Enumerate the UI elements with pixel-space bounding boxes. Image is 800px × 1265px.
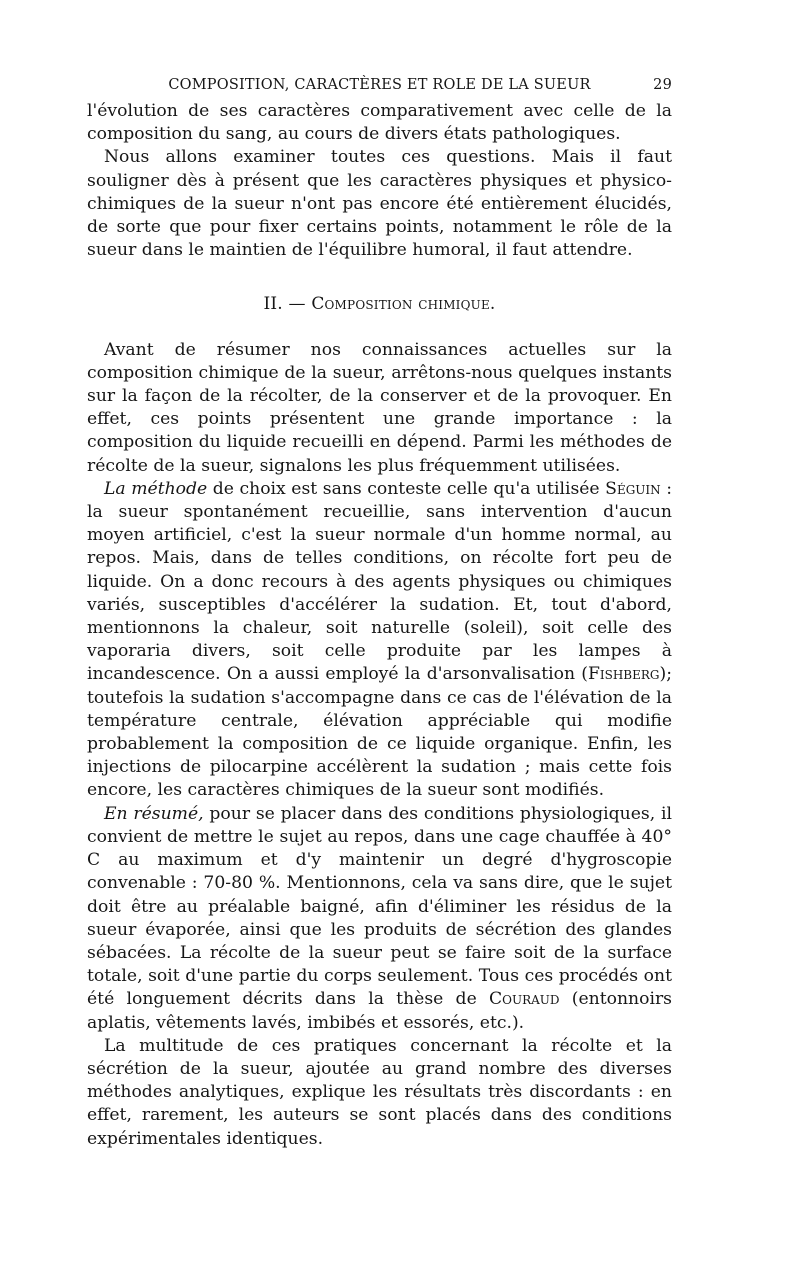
page-number: 29	[653, 77, 672, 93]
summary-text-b: (entonnoirs aplatis, vêtements lavés, imbibés et essorés, etc.).	[87, 989, 672, 1033]
running-header	[87, 74, 672, 100]
summary-text-a: pour se placer dans des conditions physiologiques, il convient de mettre le sujet au repos, dans une cage chauffée à 40° C au maximum et d'y maintenir un degré d'hygroscopie convenable : 70-80 %. Mentionnons, cela va sans dire, que le sujet doit être au préalable baigné, afin d'éliminer les résidus de la sueur évaporée, ainsi que les produits de sécrétion des glandes sébacées. La récolte de la sueur peut se faire soit de la surface totale, soit d'une partie du corps seulement. Tous ces procédés ont été longuement décrits dans la thèse de	[87, 803, 672, 1010]
document-page	[87, 74, 672, 1151]
paragraph-method	[87, 478, 672, 803]
paragraph-summary	[87, 803, 672, 1035]
body-text	[87, 100, 672, 1151]
section-title: Composition chimique.	[311, 294, 496, 315]
paragraph-before-summary: Avant de résumer nos connaissances actuelles sur la composition chimique de la sueur, arrêtons-nous quelques instants sur la façon de la récolter, de la conserver et de la provoquer. En effet, ces points présentent une grande importance : la composition du liquide recueilli en dépend. Parmi les méthodes de récolte de la sueur, signalons les plus fréquemment utilisées.	[87, 339, 672, 476]
running-title: COMPOSITION, CARACTÈRES ET ROLE DE LA SUEUR	[168, 77, 591, 93]
paragraph-conclusion: La multitude de ces pratiques concernant la récolte et la sécrétion de la sueur, ajoutée au grand nombre des diverses méthodes analytiques, explique les résultats très discordants : en effet, rarement, les auteurs se sont placés dans des conditions expérimentales identiques.	[87, 1035, 672, 1149]
section-number: II. —	[263, 294, 306, 315]
author-couraud: Couraud	[488, 989, 560, 1010]
method-text-b: : la sueur spontanément recueillie, sans intervention d'aucun moyen artificiel, c'est la sueur normale d'un homme normal, au repos. Mais, dans de telles conditions, on récolte fort peu de liquide. On a donc recours à des agents physiques ou chimiques variés, susceptibles d'accélérer la sudation. Et, tout d'abord, mentionnons la chaleur, soit naturelle (soleil), soit celle des vaporaria divers, soit celle produite par les lampes à incandescence. On a aussi employé la d'arsonvalisation (	[87, 478, 673, 685]
paragraph-continuation: l'évolution de ses caractères comparativement avec celle de la composition du sang, au cours de divers états pathologiques.	[87, 101, 672, 145]
author-fishberg: Fishberg	[587, 664, 660, 685]
emphasis-summary: En résumé,	[104, 803, 204, 824]
method-text-a: de choix est sans conteste celle qu'a utilisée	[207, 478, 606, 499]
section-heading	[87, 293, 672, 316]
method-text-c: ); toutefois la sudation s'accompagne dans ce cas de l'élévation de la température centrale, élévation appréciable qui modifie probablement la composition de ce liquide organique. Enfin, les injections de pilocarpine accélèrent la sudation ; mais cette fois encore, les caractères chimiques de la sueur sont modifiés.	[87, 664, 672, 801]
paragraph-questions: Nous allons examiner toutes ces questions. Mais il faut souligner dès à présent que les caractères physiques et physico-chimiques de la sueur n'ont pas encore été entièrement élucidés, de sorte que pour fixer certains points, notamment le rôle de la sueur dans le maintien de l'équilibre humoral, il faut attendre.	[87, 147, 672, 261]
author-seguin: Séguin	[605, 478, 661, 499]
emphasis-method: La méthode	[104, 478, 208, 499]
